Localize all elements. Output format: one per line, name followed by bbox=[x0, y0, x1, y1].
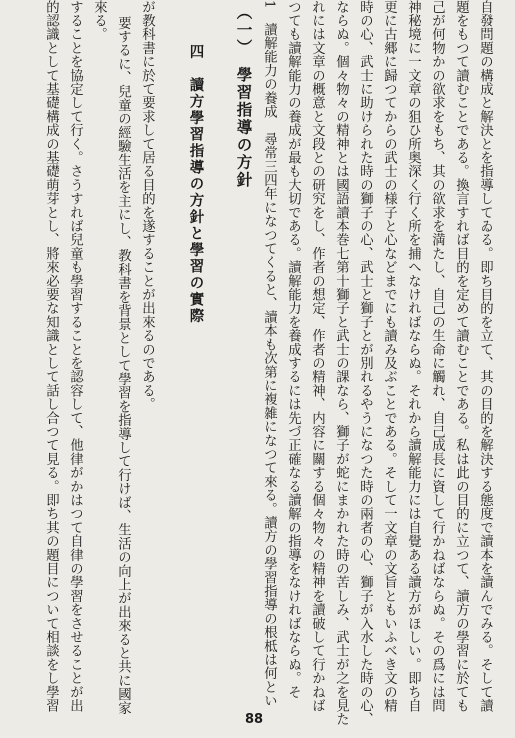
text-column-9: つても讀解能力の養成が最も大切である。讀解能力を養成するには先づ正確なる讀解の指導をなければならぬ。そ bbox=[285, 0, 301, 699]
subsection-heading: （一） 學習指導の方針 bbox=[234, 4, 254, 189]
text-column-2: 題をもつて讀むことである。換言すれば目的を定めて讀むことである。私は此の目的に立つて、讀方の學習に於ても bbox=[453, 0, 469, 713]
page-number: 88 bbox=[245, 712, 264, 727]
text-column-3: 己が何物かの欲求をもち、其の欲求を満たし、自己の生命に觸れ、自己成長に資して行かねばならぬ。その爲には問 bbox=[429, 0, 445, 713]
text-column-19: 的認識として基礎構成の基礎萌芽とし、將來必要な知識として話し合つて見る。即ち其の題目について相談をし學習 bbox=[43, 0, 59, 713]
text-column-18: することを協定して行く。さうすれば兒童も學習することを認容して、他律がかはつて自律の學習をさせることが出 bbox=[67, 0, 83, 713]
text-column-10: 1 讀解能力の養成 尋常三四年になつてくると、讀本も次第に複雑になつて來る。讀方の學習指導の根柢は何とい bbox=[261, 0, 277, 708]
section-heading: 四 讀方學習指導の方針と學習の實際 bbox=[187, 44, 205, 325]
text-column-7: ならぬ。個々物々の精神とは國語讀本巻七第十獅子と武士の課なら、獅子が蛇にまかれた時の苦しみ、武士が之を見た bbox=[333, 0, 349, 727]
text-column-15: が教科書に於て要求して居る目的を遂することが出來るのである。 bbox=[139, 0, 155, 411]
text-column-5: 更に古郷に歸つてからの武士の様子と心などまでにも讀み及ぶことである。そして一文章の文旨ともいふべき文の精 bbox=[381, 0, 397, 713]
text-column-4: 神秘境に一文章の狙ひ所奥深く行く所を捕へなければならぬ。それから讀解能力には自覺ある讀方がほしい。即ち自 bbox=[405, 0, 421, 713]
text-column-17: 來る。 bbox=[91, 0, 107, 42]
text-column-6: 時の心、武士に助けられた時の獅子の心、武士と獅子とが別れるやうになつた時の兩者の心、獅子が入水した時の心、 bbox=[357, 0, 373, 727]
text-column-8: れには文章の概意と文段との研究をし、作者の想定、作者の精神、内容に關する個々物々の精神を讀破して行かねば bbox=[309, 0, 325, 713]
text-column-16: 要するに、兒童の經驗生活を主にし、教科書を背景として學習を指導して行けば、生活の向上が出來ると共に國家 bbox=[115, 16, 131, 715]
text-column-1: 自發問題の構成と解決とを指導してゐる。即ち目的を立て、其の目的を解決する態度で讀本を讀んでみる。そして讀 bbox=[477, 0, 493, 713]
